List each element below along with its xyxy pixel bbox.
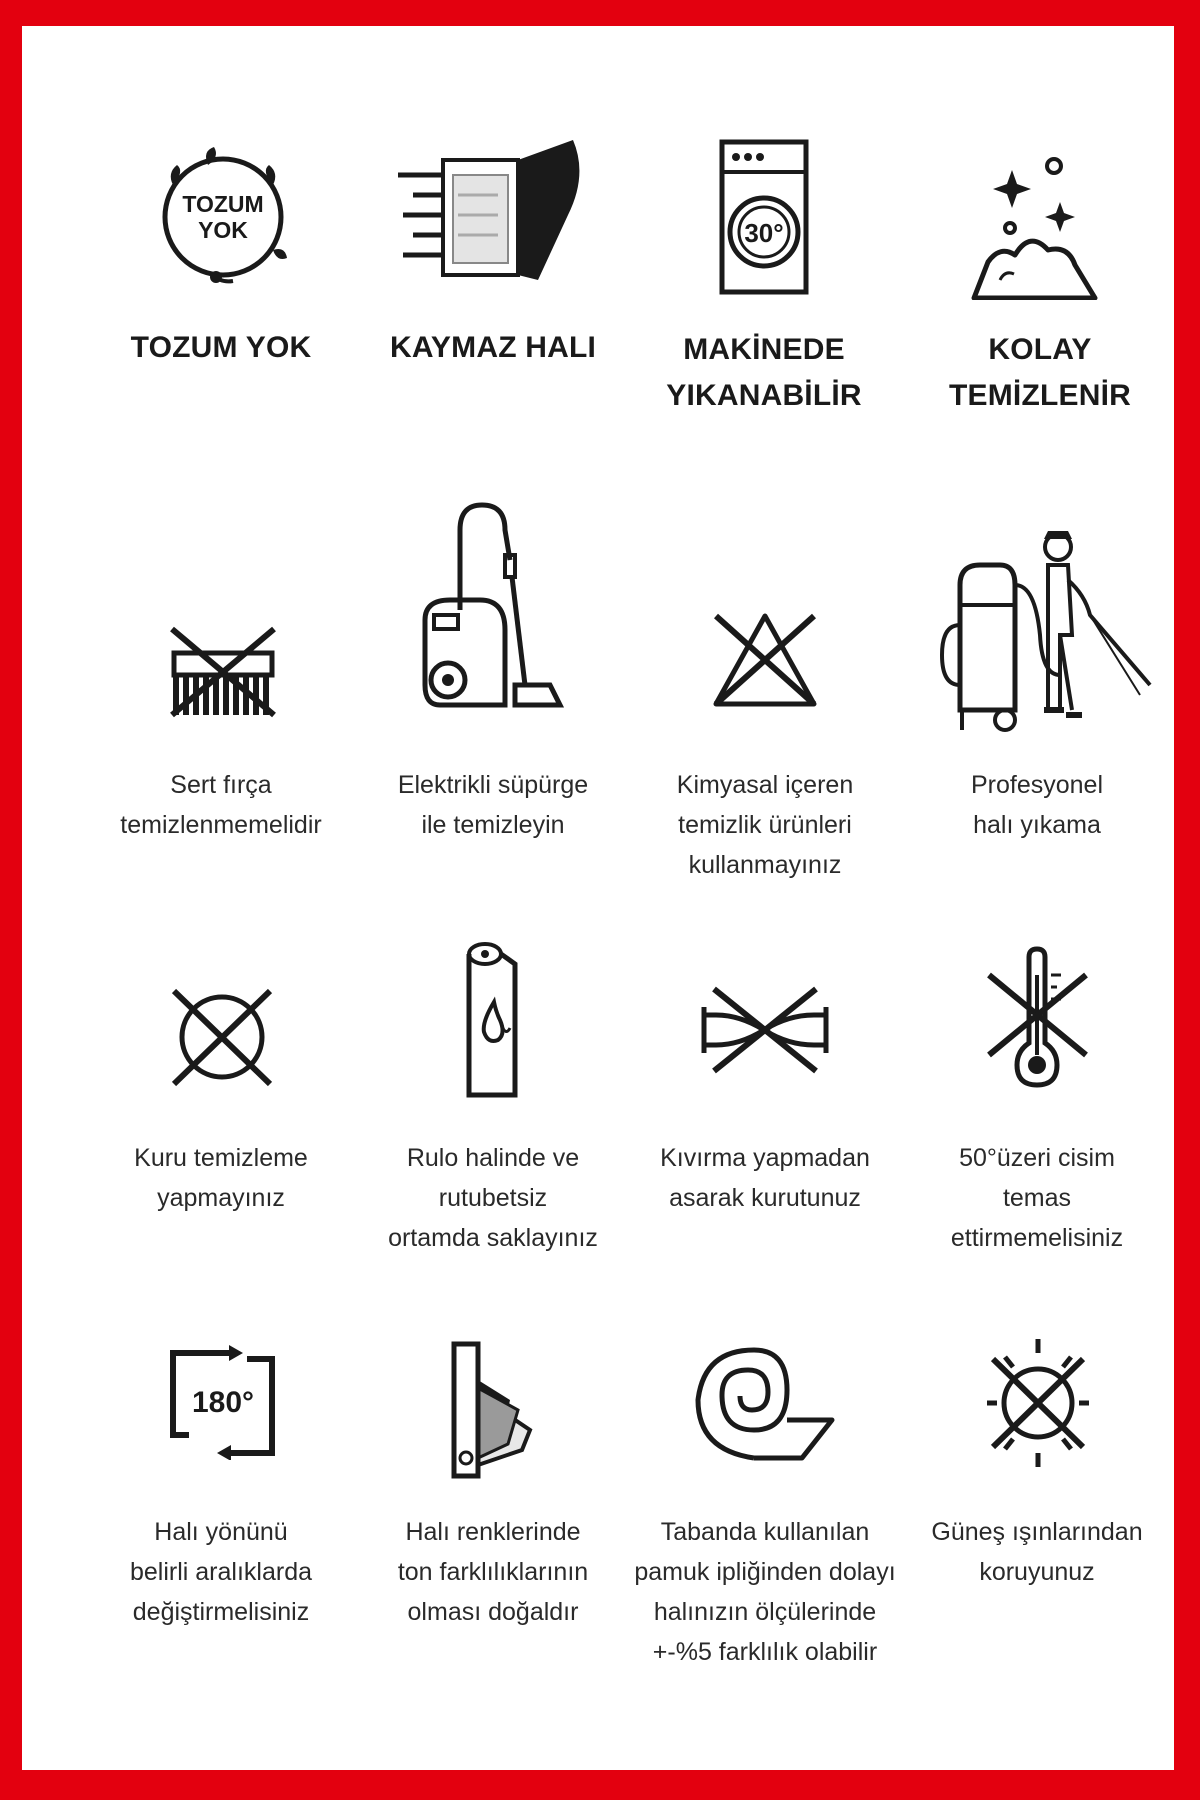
feature-label-non-slip: KAYMAZ HALI (389, 331, 597, 364)
caption-swatch-1: Halı renklerinde (405, 1518, 581, 1546)
caption-rolled-rug-3: halınızın ölçülerinde (653, 1598, 877, 1626)
caption-no-wring-2: asarak kurutunuz (669, 1184, 861, 1212)
caption-no-bleach-3: kullanmayınız (688, 851, 842, 879)
no-dry-clean-icon (168, 985, 276, 1090)
caption-no-bleach-2: temizlik ürünleri (678, 811, 852, 839)
color-swatch-icon (450, 1340, 535, 1480)
caption-professional-1: Profesyonel (970, 771, 1104, 799)
caption-no-sun-1: Güneş ışınlarından (931, 1518, 1143, 1546)
caption-no-dry-clean-2: yapmayınız (157, 1184, 285, 1212)
caption-no-hard-brush-1: Sert fırça (170, 771, 272, 799)
badge-line2: YOK (198, 217, 248, 243)
no-heat-thermometer-icon (985, 945, 1090, 1090)
rolled-rug-icon (692, 1340, 837, 1470)
caption-no-hard-brush-2: temizlenmemelidir (120, 811, 322, 839)
no-hard-brush-icon (168, 625, 278, 720)
sparkle-clean-icon (970, 150, 1100, 300)
caption-rotate-1: Halı yönünü (154, 1518, 288, 1546)
caption-rolled-rug-2: pamuk ipliğinden dolayı (634, 1558, 896, 1586)
vacuum-cleaner-icon (420, 500, 570, 715)
caption-no-sun-2: koruyunuz (979, 1558, 1095, 1586)
wash-temp-label: 30° (744, 218, 784, 248)
no-wring-icon (700, 985, 830, 1075)
feature-label-machine-wash-1: MAKİNEDE (683, 333, 845, 366)
feature-label-machine-wash-2: YIKANABİLİR (666, 379, 862, 412)
caption-vacuum-2: ile temizleyin (421, 811, 565, 839)
no-sunlight-icon (983, 1335, 1093, 1470)
rolled-storage-icon (460, 940, 525, 1100)
caption-rotate-2: belirli aralıklarda (129, 1558, 313, 1586)
feature-label-easy-clean: KOLAY TEMİZLENİR (949, 333, 1131, 412)
caption-no-heat-3: ettirmemelisiniz (950, 1224, 1124, 1252)
no-bleach-icon (710, 610, 820, 710)
caption-rolled-rug-1: Tabanda kullanılan (660, 1518, 870, 1546)
dust-free-badge-icon (158, 125, 288, 305)
caption-no-bleach-1: Kimyasal içeren (676, 771, 854, 799)
non-slip-rug-icon (398, 135, 588, 295)
caption-no-heat-1: 50°üzeri cisim (959, 1144, 1115, 1172)
rotate-label: 180° (191, 1386, 255, 1419)
badge-line1: TOZUM (182, 191, 264, 217)
professional-washing-icon (940, 525, 1155, 735)
caption-rotate-3: değiştirmelisiniz (132, 1598, 310, 1626)
caption-rolled-storage-3: ortamda saklayınız (388, 1224, 598, 1252)
caption-rolled-storage-2: rutubetsiz (438, 1184, 548, 1212)
caption-no-heat-2: temas (1002, 1184, 1072, 1212)
feature-label-dust-free: TOZUM YOK (130, 331, 312, 364)
caption-no-dry-clean-1: Kuru temizleme (134, 1144, 308, 1172)
caption-swatch-3: olması doğaldır (407, 1598, 579, 1626)
caption-rolled-storage-1: Rulo halinde ve (406, 1144, 580, 1172)
washing-machine-30-icon (718, 138, 810, 296)
caption-professional-2: halı yıkama (973, 811, 1101, 839)
caption-no-wring-1: Kıvırma yapmadan (660, 1144, 870, 1172)
caption-swatch-2: ton farklılıklarının (397, 1558, 589, 1586)
rotate-180-icon (165, 1345, 280, 1460)
caption-rolled-rug-4: +-%5 farklılık olabilir (652, 1638, 878, 1666)
caption-vacuum-1: Elektrikli süpürge (397, 771, 589, 799)
